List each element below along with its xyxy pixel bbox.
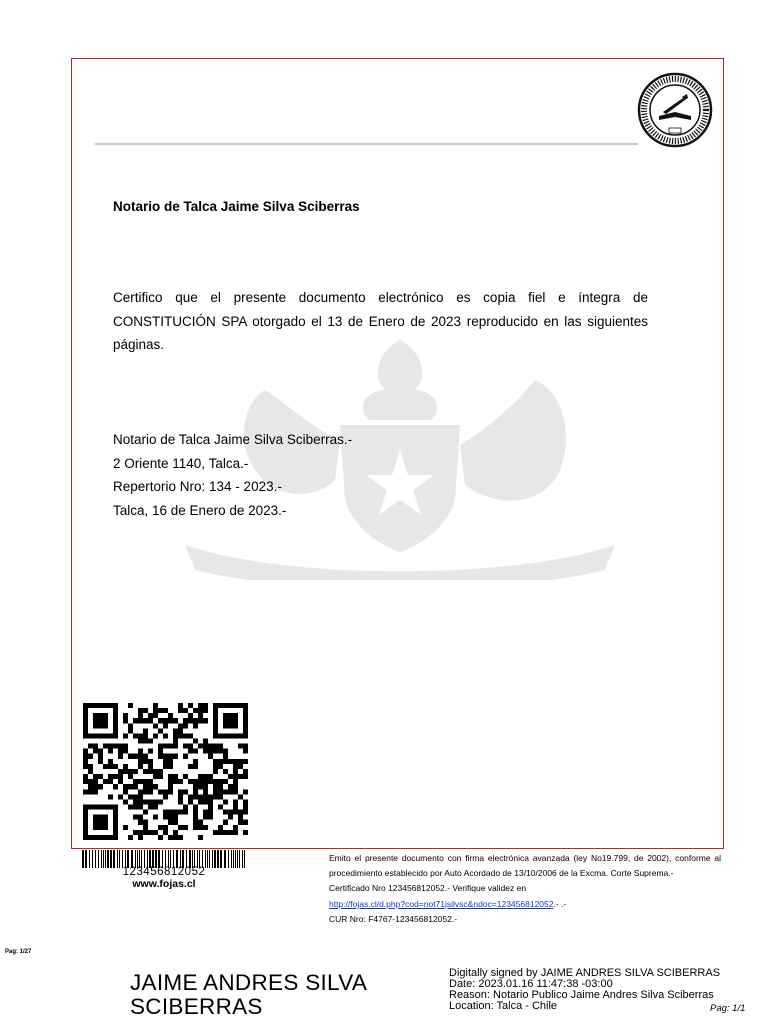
cur-line: CUR Nro: F4767-123456812052.- [329, 913, 458, 924]
verify-link[interactable]: http://fojas.cl/d.php?cod=not71jsilvsc&ndoc=123456812052 [329, 898, 554, 909]
notary-title: Notario de Talca Jaime Silva Sciberras [113, 199, 360, 214]
signature-detail: Date: 2023.01.16 11:47:38 -03:00 [449, 978, 613, 990]
certification-text: Certifico que el presente documento electrónico es copia fiel e íntegra de CONSTITUCIÓN SPA otorgado el 13 de Enero de 2023 reproducido en las siguientes páginas. [113, 290, 648, 352]
emit-text: Emito el presente documento con firma electrónica avanzada (ley No19.799, de 2002), conforme al procedimiento establecido por Auto Acordado de 13/10/2006 de la Excma. Corte Suprema.- [329, 853, 721, 879]
signer-name-line: SCIBERRAS [130, 994, 263, 1019]
signature-detail: Digitally signed by JAIME ANDRES SILVA SCIBERRAS [449, 967, 721, 979]
signer-name [130, 971, 440, 1019]
signer-name-line: JAIME ANDRES SILVA [130, 970, 368, 995]
qr-code [83, 703, 248, 840]
verify-suffix: .- .- [553, 898, 567, 909]
notary-info [113, 428, 352, 522]
certificate-line: Certificado Nro 123456812052.- Verifique validez en [329, 883, 527, 894]
barcode-site: www.fojas.cl [132, 878, 196, 890]
info-line: Notario de Talca Jaime Silva Sciberras.- [113, 432, 353, 447]
notary-seal-icon [637, 72, 713, 148]
signature-page-number: Pag: 1/1 [710, 1003, 746, 1014]
verify-line [329, 897, 721, 912]
info-line: Talca, 16 de Enero de 2023.- [113, 502, 287, 518]
header-rule [95, 143, 638, 145]
signature-detail: Reason: Notario Publico Jaime Andres Silva Sciberras [449, 989, 714, 1001]
verification-block [329, 851, 721, 927]
signature-detail: Location: Talca - Chile [449, 1000, 558, 1012]
barcode-number: 123456812052 [122, 866, 206, 878]
info-line: 2 Oriente 1140, Talca.- [113, 455, 249, 471]
page-counter: Pag: 1/27 [5, 949, 32, 955]
info-line: Repertorio Nro: 134 - 2023.- [113, 479, 282, 494]
